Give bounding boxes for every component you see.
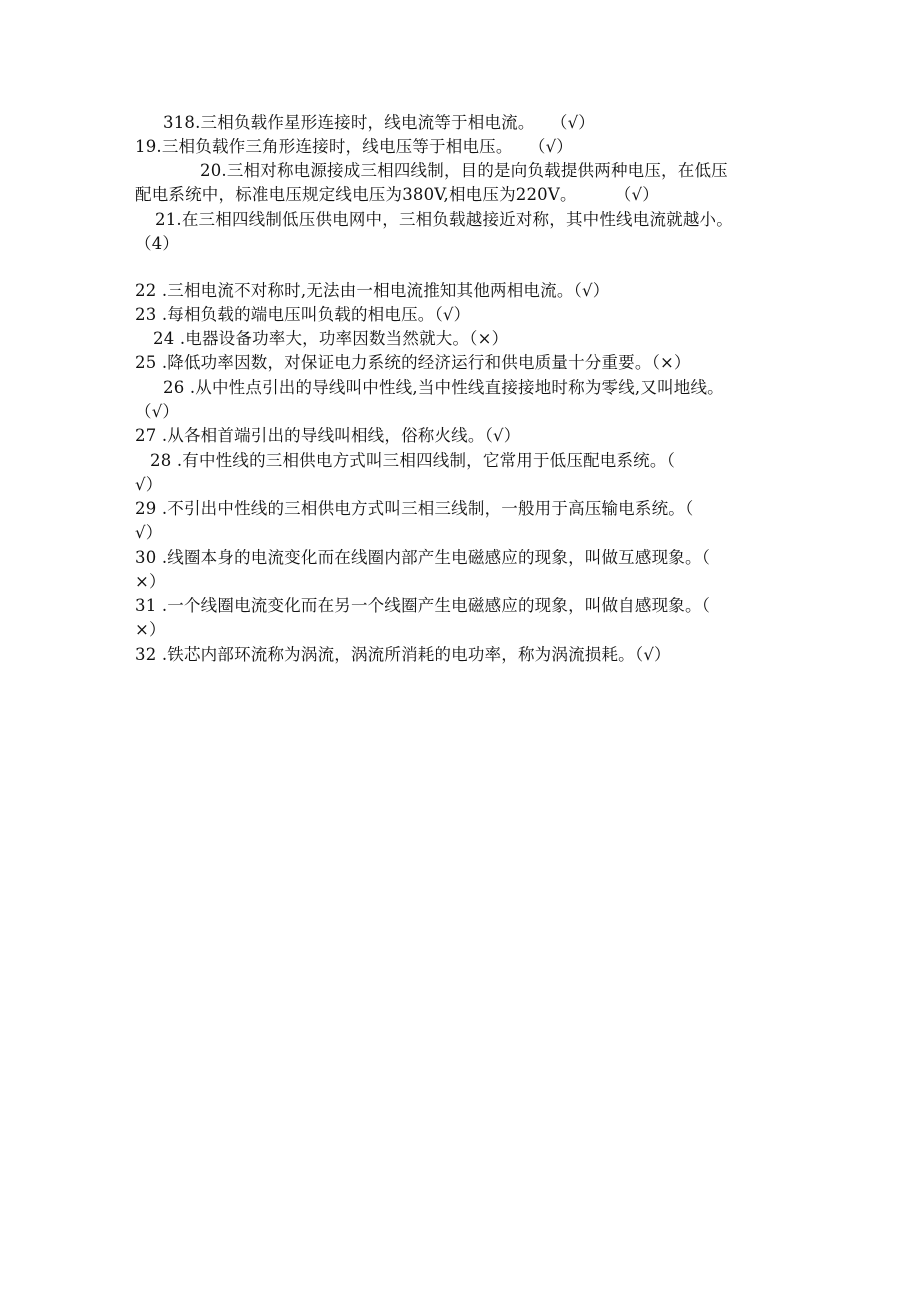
text-line: 30 .线圈本身的电流变化而在线圈内部产生电磁感应的现象，叫做互感现象。（ (135, 548, 711, 567)
text-line: （4） (135, 234, 180, 253)
text-line: （√） (135, 402, 180, 421)
text-line: 配电系统中，标准电压规定线电压为380V,相电压为220V。 （√） (135, 185, 659, 204)
text-line: ×） (135, 620, 166, 639)
text-line: 28 .有中性线的三相供电方式叫三相四线制，它常用于低压配电系统。（ (150, 451, 676, 470)
text-line: 21.在三相四线制低压供电网中，三相负载越接近对称，其中性线电流就越小。 (155, 210, 733, 229)
text-line: 318.三相负载作星形连接时，线电流等于相电流。 （√） (163, 113, 595, 132)
text-line: 24 .电器设备功率大，功率因数当然就大。（×） (153, 329, 509, 348)
text-line: 23 .每相负载的端电压叫负载的相电压。（√） (135, 305, 471, 324)
text-line: 25 .降低功率因数，对保证电力系统的经济运行和供电质量十分重要。（×） (135, 353, 691, 372)
text-line: 22 .三相电流不对称时,无法由一相电流推知其他两相电流。（√） (135, 281, 610, 300)
text-line: 19.三相负载作三角形连接时，线电压等于相电压。 （√） (135, 137, 573, 156)
text-line: √） (135, 475, 163, 494)
text-line: 32 .铁芯内部环流称为涡流，涡流所消耗的电功率，称为涡流损耗。（√） (135, 645, 671, 664)
text-line: 26 .从中性点引出的导线叫中性线,当中性线直接接地时称为零线,又叫地线。 (163, 378, 724, 397)
text-line: 20.三相对称电源接成三相四线制，目的是向负载提供两种电压，在低压 (200, 161, 728, 180)
text-line: 27 .从各相首端引出的导线叫相线，俗称火线。（√） (135, 426, 521, 445)
text-line: 29 .不引出中性线的三相供电方式叫三相三线制，一般用于高压输电系统。（ (135, 499, 694, 518)
text-line: ×） (135, 572, 166, 591)
text-line: √） (135, 523, 163, 542)
text-line: 31 .一个线圈电流变化而在另一个线圈产生电磁感应的现象，叫做自感现象。（ (135, 596, 711, 615)
